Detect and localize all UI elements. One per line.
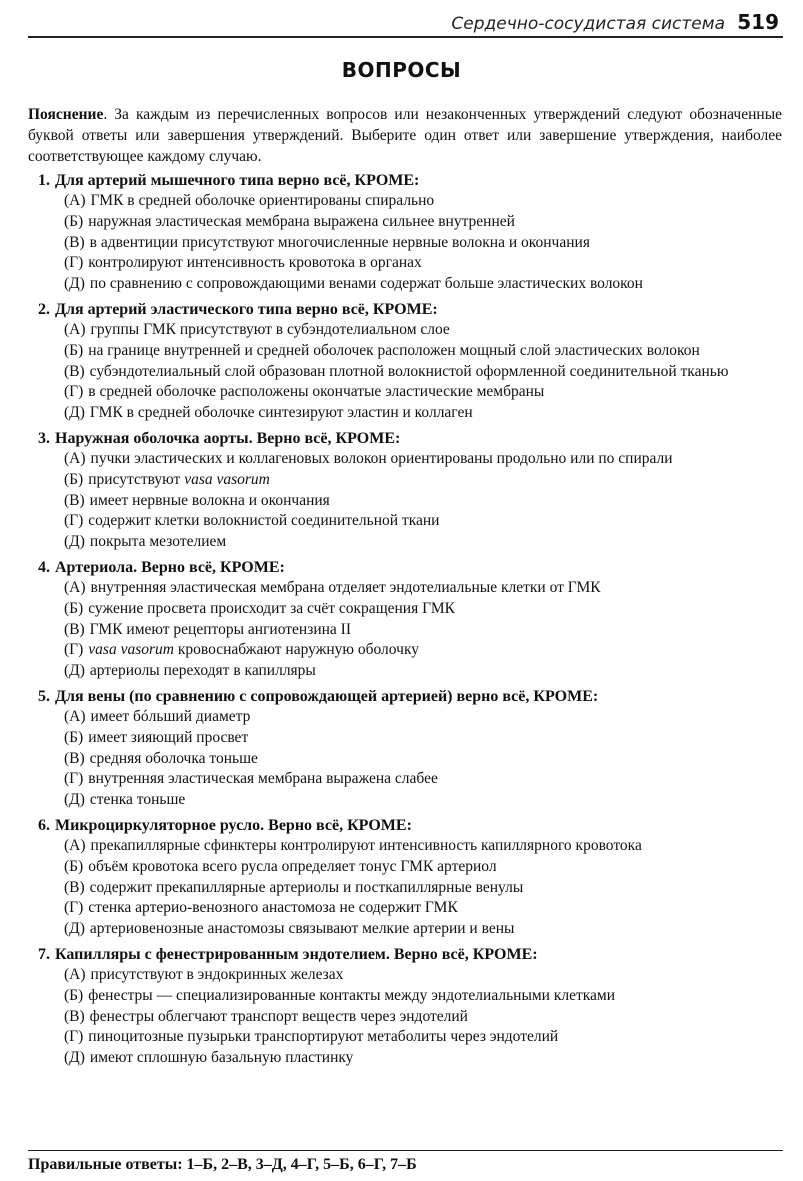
- answer-option: [64, 986, 783, 1007]
- option-text: внутренняя эластическая мембрана выражена слабее: [88, 770, 438, 788]
- answer-option: [64, 836, 783, 857]
- intro-paragraph: [28, 104, 782, 167]
- option-letter: (Б): [64, 341, 84, 359]
- question-text: Капилляры с фенестрированным эндотелием. Верно всё, КРОМЕ:: [55, 945, 538, 963]
- answer-option: [64, 362, 783, 383]
- answer-option: [64, 965, 783, 986]
- answer-option: [64, 599, 783, 620]
- answer-option: [64, 511, 783, 532]
- option-letter: (Г): [64, 254, 84, 272]
- option-text: средняя оболочка тоньше: [89, 749, 258, 767]
- option-text: содержит прекапиллярные артериолы и посткапиллярные венулы: [89, 878, 524, 896]
- option-text: контролируют интенсивность кровотока в органах: [88, 254, 422, 272]
- option-letter: (Г): [64, 512, 84, 530]
- answer-option: [64, 341, 783, 362]
- option-text: в средней оболочке расположены окончатые эластические мембраны: [88, 383, 545, 401]
- question-heading: [38, 428, 783, 449]
- question-5: [38, 686, 783, 811]
- answer-options: [38, 320, 783, 424]
- option-text: кровоснабжают наружную оболочку: [173, 641, 420, 659]
- question-3: [38, 428, 783, 553]
- option-text: присутствуют: [88, 470, 185, 488]
- question-heading: [38, 299, 783, 320]
- option-letter: (А): [64, 449, 86, 467]
- questions-list: [38, 170, 783, 1073]
- answer-option: [64, 403, 783, 424]
- option-letter: (Б): [64, 470, 84, 488]
- answer-option: [64, 857, 783, 878]
- option-letter: (Д): [64, 533, 85, 551]
- option-letter: (А): [64, 320, 86, 338]
- option-letter: (В): [64, 1007, 85, 1025]
- answer-option: [64, 382, 783, 403]
- option-text: ГМК имеют рецепторы ангиотензина II: [89, 620, 351, 638]
- answer-option: [64, 707, 783, 728]
- option-text: стенка тоньше: [89, 791, 186, 809]
- option-letter: (Г): [64, 1028, 84, 1046]
- intro-text: . За каждым из перечисленных вопросов или незаконченных утверждений следуют обозначенные буквой ответы или завершения утверждений. Выберите один ответ или завершение утверждения, наиболее соответствующее каждому случаю.: [28, 106, 782, 165]
- option-text: фенестры — специализированные контакты между эндотелиальными клетками: [88, 986, 616, 1004]
- answer-option: [64, 728, 783, 749]
- option-letter: (А): [64, 836, 86, 854]
- question-number: 2.: [38, 300, 50, 318]
- running-header: [28, 6, 783, 38]
- option-text: прекапиллярные сфинктеры контролируют интенсивность капиллярного кровотока: [90, 836, 642, 854]
- answer-option: [64, 790, 783, 811]
- footer-divider: [28, 1150, 783, 1151]
- option-latin-term: vasa vasorum: [184, 470, 270, 488]
- option-letter: (А): [64, 578, 86, 596]
- option-letter: (Д): [64, 662, 85, 680]
- question-number: 1.: [38, 172, 50, 189]
- question-number: 4.: [38, 558, 50, 576]
- answer-option: [64, 640, 783, 661]
- question-text: Наружная оболочка аорты. Верно всё, КРОМЕ:: [55, 429, 401, 447]
- option-text: имеют сплошную базальную пластинку: [89, 1049, 354, 1067]
- option-text: имеет бóльший диаметр: [90, 707, 251, 725]
- question-number: 5.: [38, 687, 50, 705]
- question-text: Артериола. Верно всё, КРОМЕ:: [55, 558, 285, 576]
- option-text: на границе внутренней и средней оболочек расположен мощный слой эластических волокон: [88, 341, 700, 359]
- option-letter: (В): [64, 878, 85, 896]
- question-6: [38, 815, 783, 940]
- option-text: содержит клетки волокнистой соединительной ткани: [88, 512, 440, 530]
- answer-option: [64, 1007, 783, 1028]
- option-letter: (Г): [64, 899, 84, 917]
- answer-option: [64, 233, 783, 254]
- option-letter: (Д): [64, 920, 85, 938]
- option-letter: (Д): [64, 1049, 85, 1067]
- question-heading: [38, 944, 783, 965]
- answer-option: [64, 898, 783, 919]
- question-text: Для вены (по сравнению с сопровождающей артерией) верно всё, КРОМЕ:: [55, 687, 599, 705]
- option-letter: (Г): [64, 383, 84, 401]
- answer-option: [64, 769, 783, 790]
- answer-option: [64, 253, 783, 274]
- answer-option: [64, 212, 783, 233]
- question-4: [38, 557, 783, 682]
- answer-option: [64, 919, 783, 940]
- option-letter: (Д): [64, 404, 85, 422]
- option-letter: (Г): [64, 641, 84, 659]
- option-latin-term: vasa vasorum: [88, 641, 174, 659]
- option-text: ГМК в средней оболочке ориентированы спирально: [90, 192, 435, 209]
- option-letter: (Б): [64, 599, 84, 617]
- option-text: артериовенозные анастомозы связывают мелкие артерии и вены: [89, 920, 515, 938]
- answer-option: [64, 191, 783, 212]
- intro-label: Пояснение: [28, 106, 104, 123]
- answer-options: [38, 578, 783, 682]
- question-2: [38, 299, 783, 424]
- option-text: наружная эластическая мембрана выражена сильнее внутренней: [88, 212, 515, 230]
- answer-option: [64, 449, 783, 470]
- option-letter: (Д): [64, 275, 85, 293]
- option-text: субэндотелиальный слой образован плотной волокнистой оформленной соединительной тканью: [89, 362, 729, 380]
- answer-option: [64, 491, 783, 512]
- answer-option: [64, 320, 783, 341]
- answer-option: [64, 878, 783, 899]
- option-text: внутренняя эластическая мембрана отделяет эндотелиальные клетки от ГМК: [90, 578, 601, 596]
- option-text: имеет зияющий просвет: [88, 728, 249, 746]
- correct-answers: Правильные ответы: 1–Б, 2–В, 3–Д, 4–Г, 5–Б, 6–Г, 7–Б: [28, 1156, 417, 1173]
- answer-option: [64, 1048, 783, 1069]
- answer-option: [64, 1027, 783, 1048]
- answer-option: [64, 661, 783, 682]
- question-heading: [38, 170, 783, 191]
- option-text: сужение просвета происходит за счёт сокращения ГМК: [88, 599, 455, 617]
- answer-option: [64, 470, 783, 491]
- option-text: покрыта мезотелием: [89, 533, 227, 551]
- answer-options: [38, 707, 783, 811]
- option-text: артериолы переходят в капилляры: [89, 662, 316, 680]
- option-letter: (А): [64, 965, 86, 983]
- option-text: фенестры облегчают транспорт веществ через эндотелий: [89, 1007, 468, 1025]
- option-text: в адвентиции присутствуют многочисленные нервные волокна и окончания: [89, 233, 590, 251]
- answer-option: [64, 620, 783, 641]
- answer-option: [64, 578, 783, 599]
- option-text: стенка артерио-венозного анастомоза не содержит ГМК: [88, 899, 458, 917]
- answer-option: [64, 274, 783, 295]
- answer-options: [38, 836, 783, 940]
- option-text: ГМК в средней оболочке синтезируют эластин и коллаген: [89, 404, 473, 422]
- option-letter: (В): [64, 749, 85, 767]
- option-letter: (Б): [64, 728, 84, 746]
- page-number: 519: [737, 10, 779, 34]
- option-letter: (Б): [64, 986, 84, 1004]
- answer-options: [38, 965, 783, 1069]
- question-text: Для артерий мышечного типа верно всё, КРОМЕ:: [55, 172, 420, 189]
- section-title: ВОПРОСЫ: [341, 58, 462, 82]
- option-text: имеет нервные волокна и окончания: [89, 491, 330, 509]
- answer-option: [64, 749, 783, 770]
- option-letter: (Б): [64, 857, 84, 875]
- option-letter: (Д): [64, 791, 85, 809]
- question-number: 3.: [38, 429, 50, 447]
- option-text: объём кровотока всего русла определяет тонус ГМК артериол: [88, 857, 497, 875]
- question-text: Для артерий эластического типа верно всё, КРОМЕ:: [55, 300, 438, 318]
- question-number: 7.: [38, 945, 50, 963]
- question-heading: [38, 815, 783, 836]
- question-heading: [38, 686, 783, 707]
- option-text: группы ГМК присутствуют в субэндотелиальном слое: [90, 320, 450, 338]
- option-letter: (Г): [64, 770, 84, 788]
- option-letter: (В): [64, 620, 85, 638]
- option-text: пучки эластических и коллагеновых волокон ориентированы продольно или по спирали: [90, 449, 673, 467]
- option-letter: (Б): [64, 212, 84, 230]
- option-text: пиноцитозные пузырьки транспортируют метаболиты через эндотелий: [88, 1028, 559, 1046]
- option-letter: (А): [64, 707, 86, 725]
- question-1: [38, 170, 783, 295]
- question-number: 6.: [38, 816, 50, 834]
- answer-options: [38, 191, 783, 295]
- answer-option: [64, 532, 783, 553]
- question-text: Микроциркуляторное русло. Верно всё, КРОМЕ:: [55, 816, 412, 834]
- option-letter: (В): [64, 491, 85, 509]
- option-letter: (А): [64, 192, 86, 209]
- option-text: по сравнению с сопровождающими венами содержат больше эластических волокон: [89, 275, 643, 293]
- running-title: Сердечно-сосудистая система: [451, 14, 725, 34]
- answer-options: [38, 449, 783, 553]
- question-7: [38, 944, 783, 1069]
- question-heading: [38, 557, 783, 578]
- option-letter: (В): [64, 233, 85, 251]
- option-letter: (В): [64, 362, 85, 380]
- option-text: присутствуют в эндокринных железах: [90, 965, 344, 983]
